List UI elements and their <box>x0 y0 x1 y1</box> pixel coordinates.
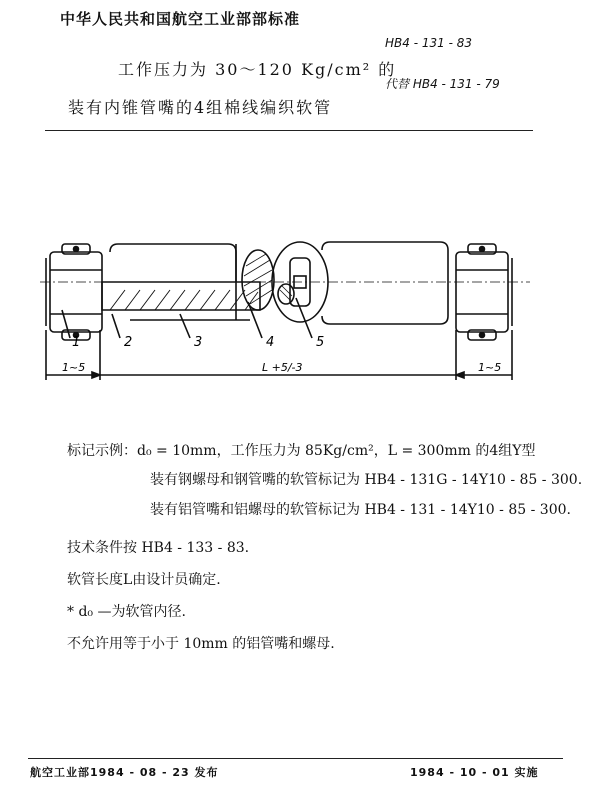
callout-4: 4 <box>266 335 275 350</box>
callout-1: 1 <box>72 335 81 350</box>
issuing-organization: 中华人民共和国航空工业部部标准 <box>60 10 301 28</box>
dimension-right: 1~5 <box>478 361 502 374</box>
standard-code: HB4 - 131 - 83 <box>385 36 472 50</box>
footer-rule <box>28 758 563 759</box>
effective-date: 1984 - 10 - 01 实施 <box>410 766 539 779</box>
restriction-note: 不允许用等于小于 10mm 的铝管嘴和螺母. <box>67 636 335 652</box>
dimension-length: L +5/-3 <box>262 361 303 374</box>
marking-example-line-3: 装有铝管嘴和铝螺母的软管标记为 HB4 - 131 - 14Y10 - 85 - 300. <box>150 502 571 518</box>
document-title-line-1: 工作压力为 30～120 Kg/cm² 的 <box>118 60 397 79</box>
hose-length-note: 软管长度L由设计员确定. <box>67 572 221 588</box>
technical-conditions-note: 技术条件按 HB4 - 133 - 83. <box>67 540 250 556</box>
document-title-line-2: 装有内锥管嘴的4组棉线编织软管 <box>68 98 333 117</box>
issue-date: 航空工业部1984 - 08 - 23 发布 <box>30 766 219 779</box>
marking-example-line-2: 装有钢螺母和钢管嘴的软管标记为 HB4 - 131G - 14Y10 - 85 - 300. <box>150 472 583 488</box>
header-rule <box>45 130 533 131</box>
dimension-left: 1~5 <box>62 361 86 374</box>
callout-2: 2 <box>124 335 133 350</box>
callout-5: 5 <box>316 335 325 350</box>
hose-assembly-drawing <box>0 230 600 390</box>
replaces-code: 代替 HB4 - 131 - 79 <box>385 77 500 91</box>
callout-3: 3 <box>194 335 203 350</box>
marking-example-line-1: 标记示例：d₀ = 10mm，工作压力为 85Kg/cm²，L = 300mm 的4组Y型 <box>67 443 536 459</box>
inner-diameter-note: * d₀ —为软管内径. <box>67 604 186 620</box>
